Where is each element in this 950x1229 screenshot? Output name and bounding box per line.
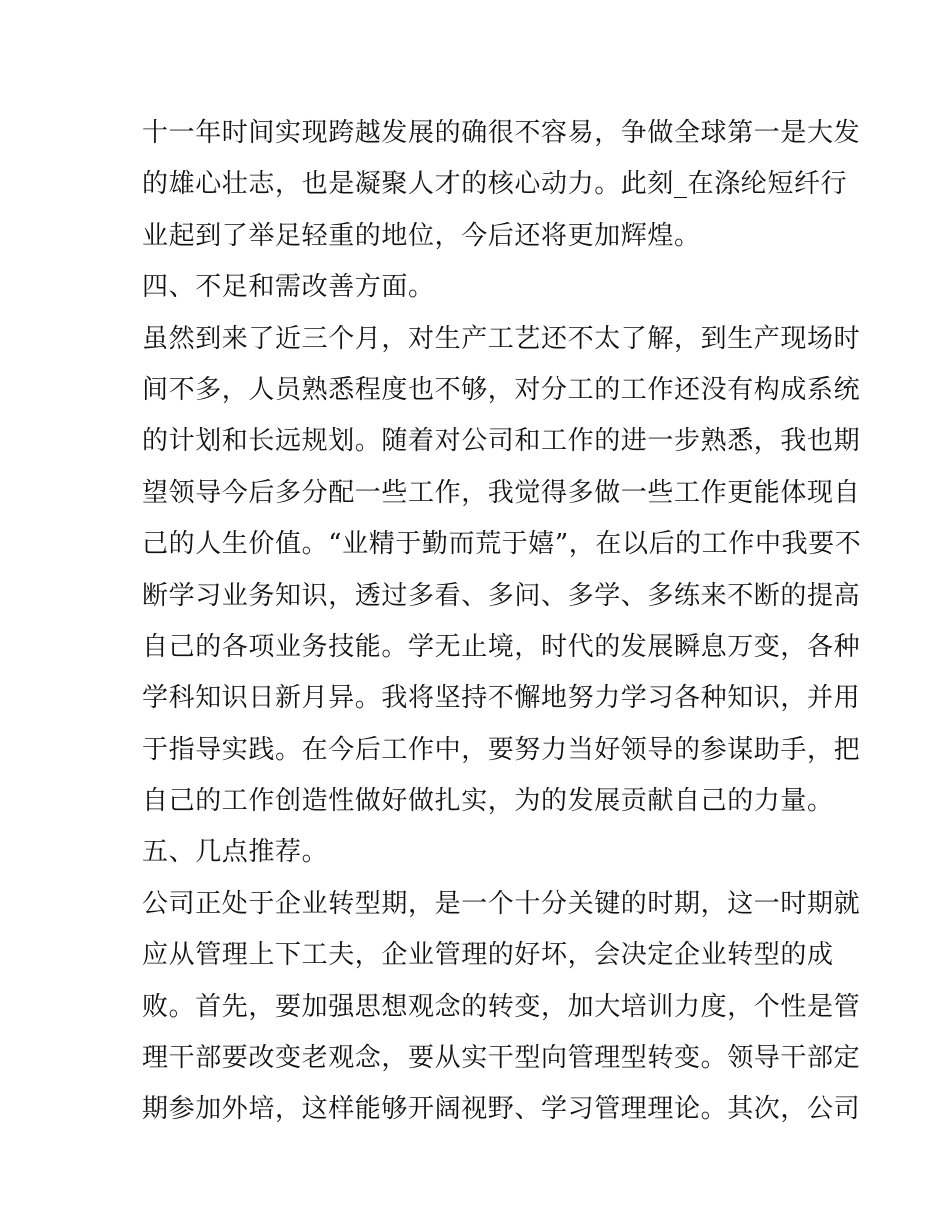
text-line: 间不多，人员熟悉程度也不够，对分工的工作还没有构成系统 [142,374,861,405]
text-line: 十一年时间实现跨越发展的确很不容易，争做全球第一是大发 [142,118,861,148]
text-line: 学科知识日新月异。我将坚持不懈地努力学习各种知识，并用 [142,683,861,714]
text-line: 业起到了举足轻重的地位，今后还将更加辉煌。 [142,220,701,251]
text-line: 公司正处于企业转型期，是一个十分关键的时期，这一时期就 [142,888,861,919]
document-body [142,108,862,1136]
text-line: 理干部要改变老观念，要从实干型向管理型转变。领导干部定 [142,1043,861,1074]
text-line: 望领导今后多分配一些工作，我觉得多做一些工作更能体现自 [142,477,861,508]
section-heading: 四、不足和需改善方面。 [142,272,435,303]
text-line: 自己的各项业务技能。学无止境，时代的发展瞬息万变，各种 [142,631,861,662]
text-line: 自己的工作创造性做好做扎实，为的发展贡献自己的力量。 [142,786,834,817]
text-line: 虽然到来了近三个月，对生产工艺还不太了解，到生产现场时 [142,323,861,354]
text-line: 应从管理上下工夫，企业管理的好坏，会决定企业转型的成 [142,940,834,971]
text-line: 期参加外培，这样能够开阔视野、学习管理理论。其次，公司 [142,1094,861,1125]
text-line: 的计划和长远规划。随着对公司和工作的进一步熟悉，我也期 [142,426,861,457]
section-heading: 五、几点推荐。 [142,837,329,868]
text-line: 己的人生价值。“业精于勤而荒于嬉”，在以后的工作中我要不 [142,529,862,560]
text-line: 断学习业务知识，透过多看、多问、多学、多练来不断的提高 [142,580,861,611]
text-line: 败。首先，要加强思想观念的转变，加大培训力度，个性是管 [142,991,861,1022]
text-line: 的雄心壮志，也是凝聚人才的核心动力。此刻_在涤纶短纤行 [142,169,848,200]
text-line: 于指导实践。在今后工作中，要努力当好领导的参谋助手，把 [142,734,861,765]
